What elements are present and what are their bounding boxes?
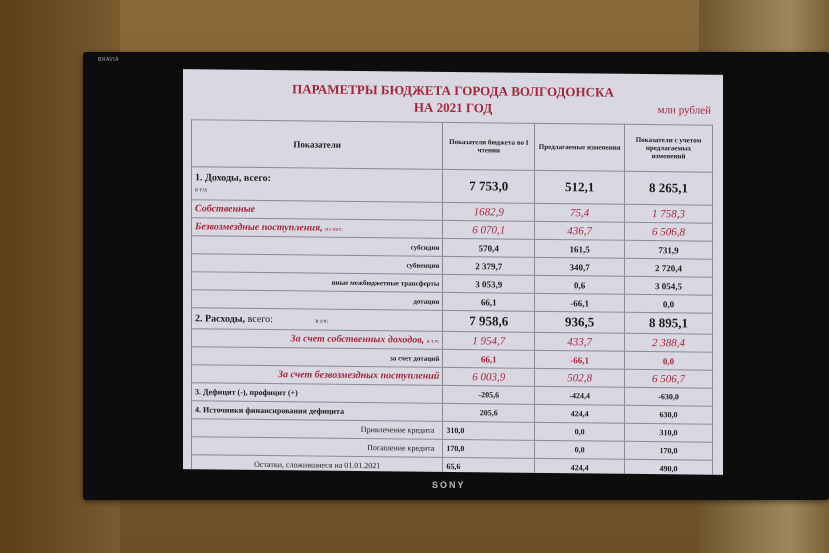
row-label: иные межбюджетные трансферты xyxy=(192,272,443,293)
value-first-reading: 7 753,0 xyxy=(443,169,535,203)
value-change: 512,1 xyxy=(535,170,625,204)
value-total: 3 054,5 xyxy=(625,276,713,295)
value-total: 1 758,3 xyxy=(625,204,713,223)
value-first-reading: 1 954,7 xyxy=(443,331,535,350)
row-label: 3. Дефицит (-), профицит (+) xyxy=(192,383,443,404)
table-row xyxy=(192,167,713,205)
row-title: 2. Расходы, xyxy=(195,312,246,325)
row-label: 4. Источники финансирования дефицита xyxy=(192,401,443,422)
value-change: -424,4 xyxy=(535,386,625,405)
header-with-changes: Показатели с учетом предлагаемых изменений xyxy=(625,124,713,172)
row-label: Собственные xyxy=(192,200,443,221)
title-line-2: НА 2021 ГОД xyxy=(413,99,493,116)
title-line-1: ПАРАМЕТРЫ БЮДЖЕТА ГОРОДА ВОЛГОДОНСКА xyxy=(292,81,614,100)
value-total: 731,9 xyxy=(625,240,713,259)
value-change: 75,4 xyxy=(535,203,625,222)
value-total: 0,0 xyxy=(625,294,713,313)
value-total: 8 895,1 xyxy=(625,312,713,334)
value-first-reading: 65,6 xyxy=(443,457,535,474)
value-first-reading: 1682,9 xyxy=(443,202,535,221)
value-change: 0,6 xyxy=(535,275,625,294)
row-note: из них: xyxy=(325,226,344,233)
row-label: За счет безвозмездных поступлений xyxy=(192,365,443,386)
row-label: Остатки, сложившиеся на 01.01.2021 xyxy=(192,455,443,475)
value-change: 436,7 xyxy=(535,221,625,240)
row-label: субвенции xyxy=(192,254,443,275)
value-total: 2 720,4 xyxy=(625,258,713,277)
row-label: дотации xyxy=(192,290,443,311)
value-total: -630,0 xyxy=(625,387,713,406)
unit-label: млн рублей xyxy=(657,104,711,117)
row-label xyxy=(192,167,443,203)
value-change: 424,4 xyxy=(535,458,625,474)
value-total: 8 265,1 xyxy=(625,171,713,205)
value-change: 161,5 xyxy=(535,239,625,258)
value-first-reading: -205,6 xyxy=(443,385,535,404)
value-change: 433,7 xyxy=(535,332,625,351)
value-total: 6 506,8 xyxy=(625,222,713,241)
header-proposed-changes: Предлагаемые изменения xyxy=(535,123,625,171)
row-title: За счет собственных доходов, xyxy=(290,333,425,346)
value-change: -66,1 xyxy=(535,293,625,312)
value-change: 0,0 xyxy=(535,440,625,459)
value-first-reading: 310,0 xyxy=(443,421,535,440)
row-note: в т.ч: xyxy=(315,318,329,325)
value-first-reading: 66,1 xyxy=(443,349,535,368)
value-first-reading: 6 070,1 xyxy=(443,220,535,239)
row-title: Безвозмездные поступления, xyxy=(195,221,323,234)
value-change: 936,5 xyxy=(535,311,625,333)
header-row xyxy=(192,120,713,172)
value-first-reading: 570,4 xyxy=(443,238,535,257)
row-title: 1. Доходы, всего: xyxy=(195,172,271,185)
row-note: в т.ч: xyxy=(195,187,208,194)
value-total: 0,0 xyxy=(625,351,713,370)
value-change: 0,0 xyxy=(535,422,625,441)
slide-screen xyxy=(183,69,723,475)
row-label: Привлечение кредита xyxy=(192,419,443,440)
value-first-reading: 7 958,6 xyxy=(443,310,535,332)
row-note: в т.ч: xyxy=(426,338,440,345)
value-change: 424,4 xyxy=(535,404,625,423)
value-change: 502,8 xyxy=(535,368,625,387)
value-total: 170,0 xyxy=(625,441,713,460)
slide-title xyxy=(183,69,723,119)
row-label: Погашение кредита xyxy=(192,437,443,458)
value-first-reading: 3 053,9 xyxy=(443,274,535,293)
value-first-reading: 170,0 xyxy=(443,439,535,458)
value-total: 490,0 xyxy=(625,459,713,475)
row-label xyxy=(192,308,443,332)
value-change: -66,1 xyxy=(535,350,625,369)
value-total: 310,0 xyxy=(625,423,713,442)
header-first-reading: Показатели бюджета во I чтении xyxy=(443,122,535,170)
row-label: субсидии xyxy=(192,236,443,257)
budget-table xyxy=(191,119,713,475)
value-total: 2 388,4 xyxy=(625,333,713,352)
header-indicators: Показатели xyxy=(192,120,443,170)
value-first-reading: 205,6 xyxy=(443,403,535,422)
value-first-reading: 2 379,7 xyxy=(443,256,535,275)
value-total: 630,0 xyxy=(625,405,713,424)
row-label: за счет дотаций xyxy=(192,347,443,368)
tv-brand-top: BRAVIA xyxy=(98,57,119,63)
value-first-reading: 6 003,9 xyxy=(443,367,535,386)
value-total: 6 506,7 xyxy=(625,369,713,388)
value-change: 340,7 xyxy=(535,257,625,276)
row-title-suffix: всего: xyxy=(247,313,273,325)
value-first-reading: 66,1 xyxy=(443,292,535,311)
tv-brand-bottom: SONY xyxy=(432,480,466,490)
